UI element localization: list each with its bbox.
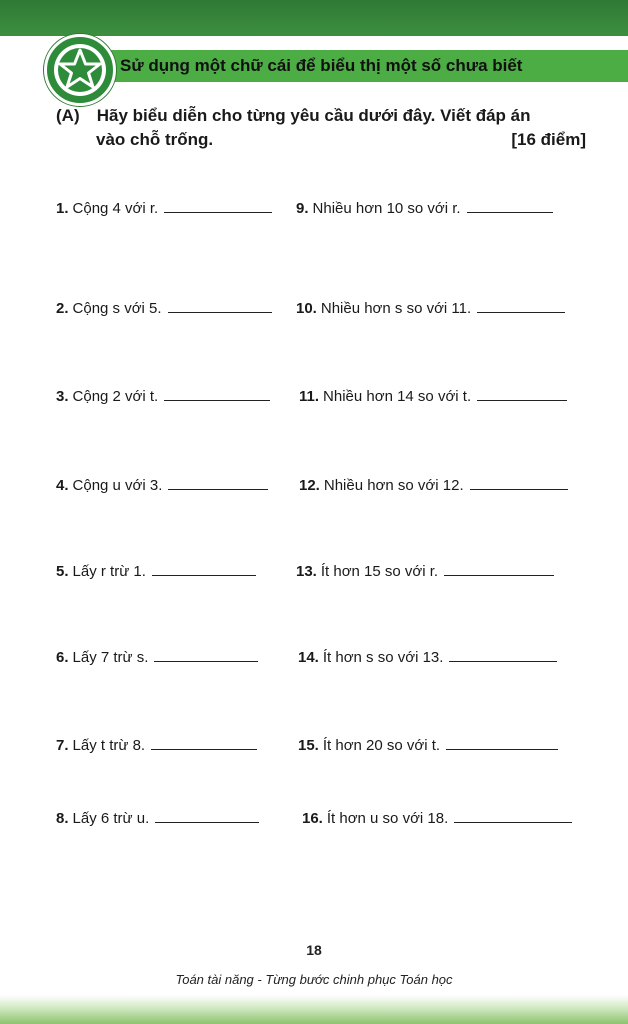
question-number: 1.: [56, 200, 69, 217]
question-text: Nhiều hơn 14 so với t.: [323, 388, 472, 405]
title-bar: [56, 50, 628, 82]
bottom-color-band: [0, 995, 628, 1024]
page-title: Sử dụng một chữ cái để biểu thị một số chưa biết: [120, 56, 523, 75]
question-text: Lấy r trừ 1.: [72, 563, 146, 580]
answer-blank[interactable]: [154, 660, 258, 662]
question-4: [56, 477, 268, 494]
answer-blank[interactable]: [168, 488, 268, 490]
question-text: Ít hơn u so với 18.: [326, 810, 449, 827]
question-14: [298, 649, 557, 666]
question-number: 13.: [296, 563, 317, 580]
question-number: 6.: [56, 649, 69, 666]
question-6: [56, 649, 258, 666]
question-1: [56, 200, 272, 217]
question-11: [299, 388, 567, 405]
question-text: Nhiều hơn 10 so với r.: [312, 200, 461, 217]
question-number: 11.: [299, 388, 320, 405]
question-number: 12.: [299, 477, 320, 494]
question-number: 15.: [298, 737, 319, 754]
question-text: Lấy t trừ 8.: [72, 737, 146, 754]
answer-blank[interactable]: [477, 311, 565, 313]
instruction-line-2: vào chỗ trống.: [96, 130, 214, 149]
question-7: [56, 737, 257, 754]
answer-blank[interactable]: [444, 574, 554, 576]
answer-blank[interactable]: [446, 748, 558, 750]
question-text: Cộng 2 với t.: [72, 388, 159, 405]
answer-blank[interactable]: [152, 574, 256, 576]
answer-blank[interactable]: [467, 211, 553, 213]
question-text: Lấy 7 trừ s.: [72, 649, 149, 666]
question-text: Ít hơn 20 so với t.: [322, 737, 441, 754]
points-label: [16 điểm]: [511, 130, 586, 149]
question-3: [56, 388, 270, 405]
question-text: Nhiều hơn so với 12.: [323, 477, 464, 494]
question-text: Nhiều hơn s so với 11.: [320, 300, 472, 317]
question-12: [299, 477, 568, 494]
question-2: [56, 300, 272, 317]
question-number: 8.: [56, 810, 69, 827]
question-number: 2.: [56, 300, 69, 317]
question-text: Ít hơn s so với 13.: [322, 649, 444, 666]
question-10: [296, 300, 565, 317]
star-badge-icon: [44, 34, 116, 106]
answer-blank[interactable]: [470, 488, 568, 490]
question-number: 16.: [302, 810, 323, 827]
book-title-footer: Toán tài năng - Từng bước chinh phục Toán học: [175, 972, 453, 987]
question-text: Cộng u với 3.: [72, 477, 163, 494]
question-8: [56, 810, 259, 827]
question-number: 14.: [298, 649, 319, 666]
instruction-block: [56, 104, 586, 149]
instruction-line-1: Hãy biểu diễn cho từng yêu cầu dưới đây. Viết đáp án: [96, 106, 531, 125]
answer-blank[interactable]: [164, 211, 272, 213]
answer-blank[interactable]: [168, 311, 272, 313]
answer-blank[interactable]: [454, 821, 572, 823]
question-16: [302, 810, 572, 827]
question-5: [56, 563, 256, 580]
question-13: [296, 563, 554, 580]
top-color-band: [0, 0, 628, 36]
page-number: 18: [306, 942, 322, 958]
question-text: Lấy 6 trừ u.: [72, 810, 150, 827]
question-text: Cộng 4 với r.: [72, 200, 159, 217]
question-number: 5.: [56, 563, 69, 580]
answer-blank[interactable]: [449, 660, 557, 662]
answer-blank[interactable]: [151, 748, 257, 750]
question-9: [296, 200, 553, 217]
question-15: [298, 737, 558, 754]
question-number: 7.: [56, 737, 69, 754]
section-label: (A): [56, 106, 80, 125]
question-number: 4.: [56, 477, 69, 494]
answer-blank[interactable]: [155, 821, 259, 823]
question-text: Cộng s với 5.: [72, 300, 162, 317]
question-number: 9.: [296, 200, 309, 217]
question-number: 3.: [56, 388, 69, 405]
question-number: 10.: [296, 300, 317, 317]
answer-blank[interactable]: [477, 399, 567, 401]
answer-blank[interactable]: [164, 399, 270, 401]
question-text: Ít hơn 15 so với r.: [320, 563, 439, 580]
